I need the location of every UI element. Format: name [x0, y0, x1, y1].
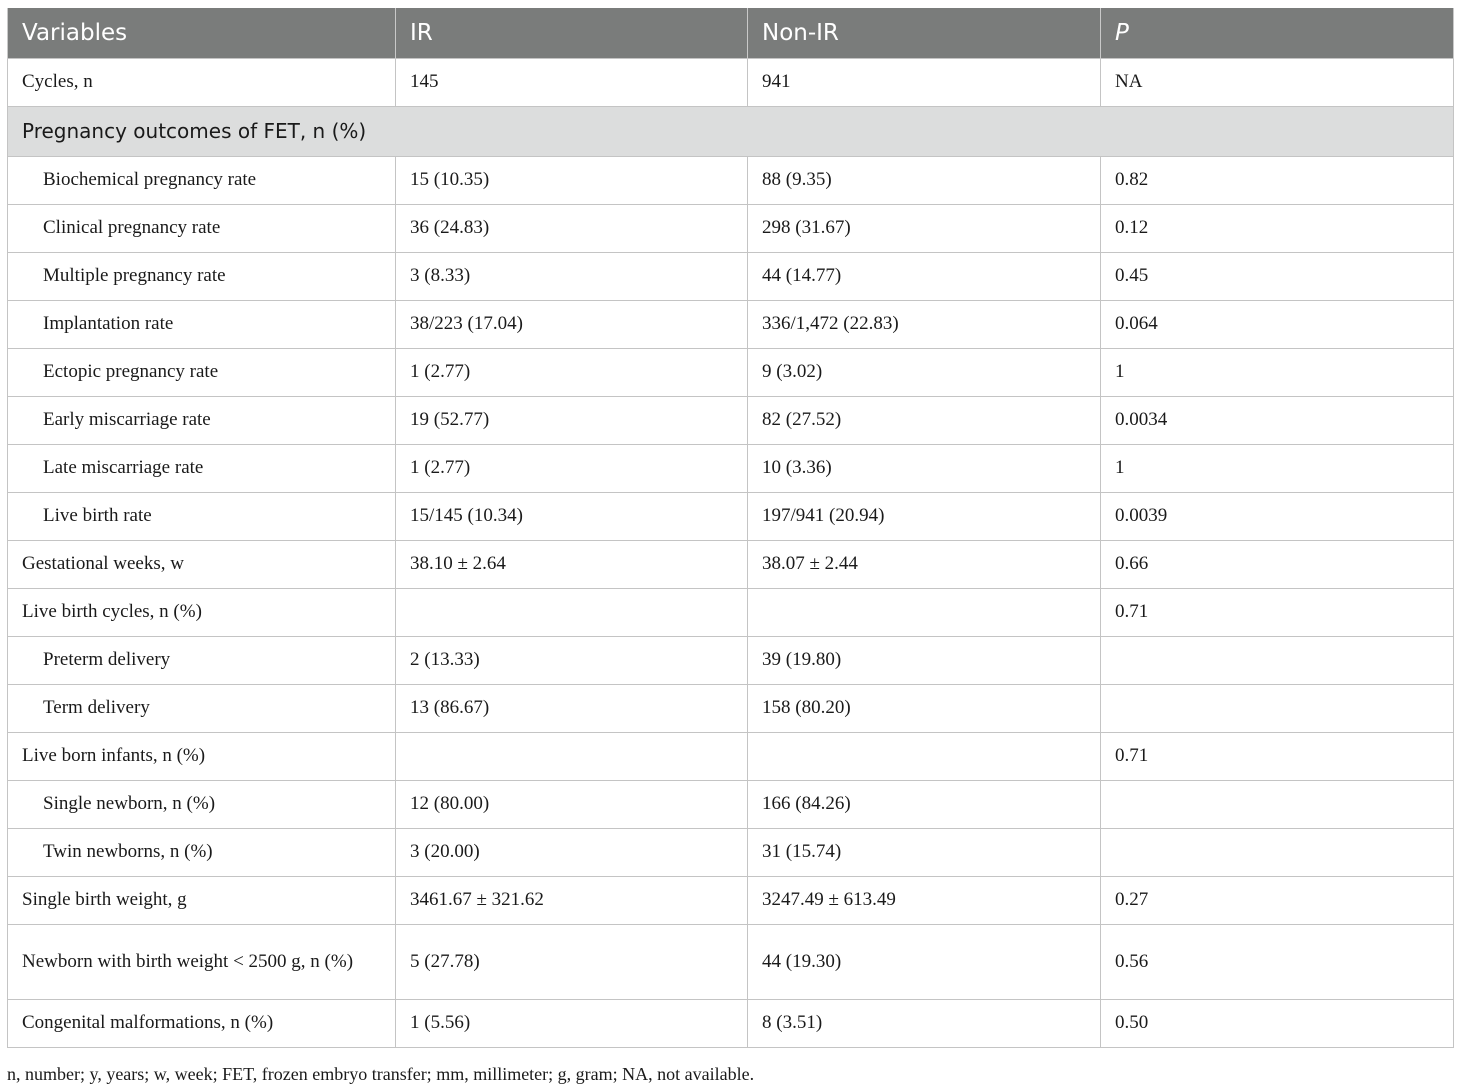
row-ir-value: 12 (80.00)	[396, 780, 748, 828]
section-header-row	[8, 106, 1454, 156]
row-ir-value: 36 (24.83)	[396, 204, 748, 252]
row-variable: Biochemical pregnancy rate	[8, 156, 396, 204]
row-ir-value: 3 (20.00)	[396, 828, 748, 876]
row-non-ir-value: 941	[748, 58, 1101, 106]
row-ir-value: 15 (10.35)	[396, 156, 748, 204]
row-non-ir-value: 166 (84.26)	[748, 780, 1101, 828]
row-variable: Early miscarriage rate	[8, 396, 396, 444]
row-non-ir-value: 3247.49 ± 613.49	[748, 876, 1101, 924]
table-row	[8, 828, 1454, 876]
table-footnote: n, number; y, years; w, week; FET, frozen embryo transfer; mm, millimeter; g, gram; NA, not available.	[7, 1064, 755, 1084]
table-header-row	[8, 8, 1454, 58]
table-row	[8, 444, 1454, 492]
table-row	[8, 999, 1454, 1047]
table-row	[8, 492, 1454, 540]
row-non-ir-value	[748, 588, 1101, 636]
table-row	[8, 348, 1454, 396]
row-non-ir-value: 298 (31.67)	[748, 204, 1101, 252]
row-non-ir-value: 44 (19.30)	[748, 924, 1101, 999]
row-p-value	[1101, 828, 1454, 876]
header-non-ir: Non-IR	[748, 8, 1101, 58]
row-p-value	[1101, 684, 1454, 732]
row-variable: Ectopic pregnancy rate	[8, 348, 396, 396]
row-p-value: 0.0034	[1101, 396, 1454, 444]
table-row	[8, 876, 1454, 924]
row-variable: Cycles, n	[8, 58, 396, 106]
table-row	[8, 58, 1454, 106]
row-p-value: 0.064	[1101, 300, 1454, 348]
row-variable: Live birth cycles, n (%)	[8, 588, 396, 636]
row-ir-value: 145	[396, 58, 748, 106]
table-row	[8, 588, 1454, 636]
row-variable: Single birth weight, g	[8, 876, 396, 924]
row-ir-value: 19 (52.77)	[396, 396, 748, 444]
row-ir-value: 1 (2.77)	[396, 444, 748, 492]
row-non-ir-value: 88 (9.35)	[748, 156, 1101, 204]
header-variables: Variables	[8, 8, 396, 58]
row-non-ir-value: 39 (19.80)	[748, 636, 1101, 684]
table-row	[8, 156, 1454, 204]
row-p-value: 0.66	[1101, 540, 1454, 588]
table-row	[8, 924, 1454, 999]
row-ir-value: 1 (2.77)	[396, 348, 748, 396]
row-ir-value	[396, 732, 748, 780]
table-row	[8, 300, 1454, 348]
row-non-ir-value: 82 (27.52)	[748, 396, 1101, 444]
row-p-value: 1	[1101, 444, 1454, 492]
row-ir-value: 15/145 (10.34)	[396, 492, 748, 540]
row-variable: Term delivery	[8, 684, 396, 732]
row-ir-value: 38/223 (17.04)	[396, 300, 748, 348]
row-p-value: 0.71	[1101, 588, 1454, 636]
row-variable: Multiple pregnancy rate	[8, 252, 396, 300]
row-ir-value: 13 (86.67)	[396, 684, 748, 732]
table-row	[8, 252, 1454, 300]
row-ir-value: 2 (13.33)	[396, 636, 748, 684]
row-p-value: 0.45	[1101, 252, 1454, 300]
row-p-value: 1	[1101, 348, 1454, 396]
row-variable: Live birth rate	[8, 492, 396, 540]
pregnancy-outcomes-table	[7, 8, 1454, 1048]
row-p-value: 0.56	[1101, 924, 1454, 999]
row-ir-value	[396, 588, 748, 636]
row-ir-value: 3461.67 ± 321.62	[396, 876, 748, 924]
table-row	[8, 780, 1454, 828]
table-row	[8, 540, 1454, 588]
row-variable: Twin newborns, n (%)	[8, 828, 396, 876]
row-non-ir-value: 38.07 ± 2.44	[748, 540, 1101, 588]
table-row	[8, 204, 1454, 252]
row-non-ir-value: 336/1,472 (22.83)	[748, 300, 1101, 348]
row-non-ir-value: 8 (3.51)	[748, 999, 1101, 1047]
row-non-ir-value: 31 (15.74)	[748, 828, 1101, 876]
row-non-ir-value: 10 (3.36)	[748, 444, 1101, 492]
section-title: Pregnancy outcomes of FET, n (%)	[8, 106, 1454, 156]
row-variable: Implantation rate	[8, 300, 396, 348]
row-p-value: 0.0039	[1101, 492, 1454, 540]
row-variable: Gestational weeks, w	[8, 540, 396, 588]
header-ir: IR	[396, 8, 748, 58]
table-row	[8, 684, 1454, 732]
row-non-ir-value: 158 (80.20)	[748, 684, 1101, 732]
row-ir-value: 5 (27.78)	[396, 924, 748, 999]
row-p-value: 0.27	[1101, 876, 1454, 924]
row-p-value: 0.12	[1101, 204, 1454, 252]
row-ir-value: 1 (5.56)	[396, 999, 748, 1047]
row-non-ir-value	[748, 732, 1101, 780]
row-p-value: 0.82	[1101, 156, 1454, 204]
outcomes-table-container	[7, 8, 1453, 1048]
row-non-ir-value: 197/941 (20.94)	[748, 492, 1101, 540]
row-p-value	[1101, 636, 1454, 684]
row-variable: Live born infants, n (%)	[8, 732, 396, 780]
table-row	[8, 636, 1454, 684]
row-variable: Preterm delivery	[8, 636, 396, 684]
row-variable: Late miscarriage rate	[8, 444, 396, 492]
header-p-value: P	[1101, 8, 1454, 58]
row-variable: Clinical pregnancy rate	[8, 204, 396, 252]
row-p-value: NA	[1101, 58, 1454, 106]
row-non-ir-value: 44 (14.77)	[748, 252, 1101, 300]
row-non-ir-value: 9 (3.02)	[748, 348, 1101, 396]
row-ir-value: 3 (8.33)	[396, 252, 748, 300]
table-row	[8, 396, 1454, 444]
row-variable: Congenital malformations, n (%)	[8, 999, 396, 1047]
row-ir-value: 38.10 ± 2.64	[396, 540, 748, 588]
table-row	[8, 732, 1454, 780]
row-variable: Single newborn, n (%)	[8, 780, 396, 828]
row-variable: Newborn with birth weight < 2500 g, n (%)	[8, 924, 396, 999]
row-p-value: 0.71	[1101, 732, 1454, 780]
row-p-value: 0.50	[1101, 999, 1454, 1047]
row-p-value	[1101, 780, 1454, 828]
